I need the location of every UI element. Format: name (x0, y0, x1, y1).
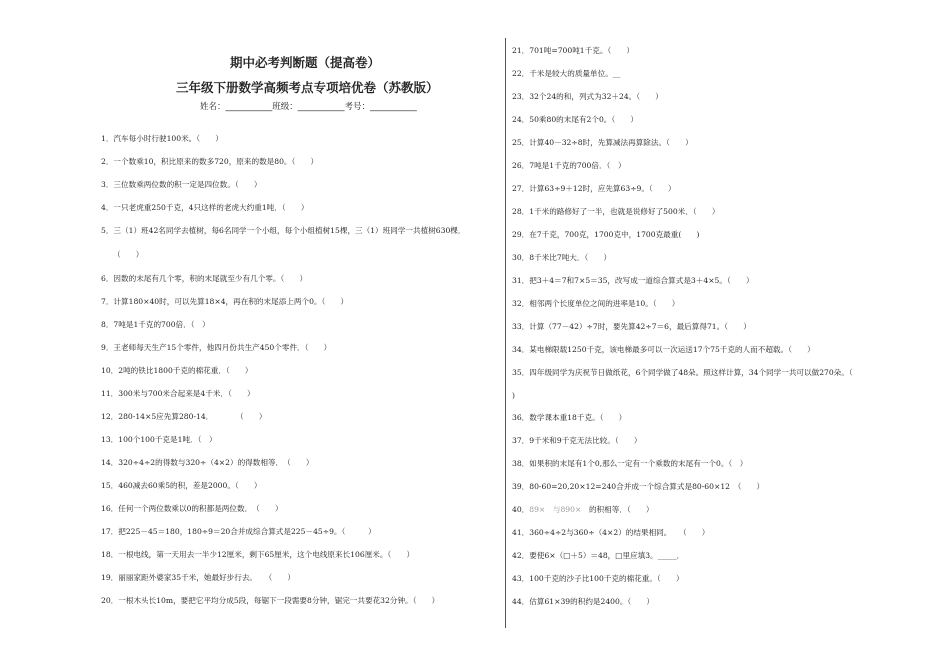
question-13: 13．100个100千克是1吨．（ ） (101, 435, 217, 444)
question-11: 11．300米与700米合起来是4千米．（ ） (101, 389, 255, 398)
question-5-answer: （ ） (113, 250, 144, 259)
question-40-number: 40． (512, 505, 530, 514)
question-31: 31．把3＋4＝7和7×5＝35，改写成一道综合算式是3＋4×5。（ ） (512, 276, 754, 285)
question-8: 8．7吨是1千克的700倍．（ ） (101, 320, 210, 329)
exam-title: 期中必考判断题（提高卷） (230, 55, 381, 70)
question-28: 28．1千米的路修好了一半，也就是说修好了500米．（ ） (512, 207, 720, 216)
question-38: 38．如果积的末尾有1个0,那么一定有一个乘数的末尾有一个0。（ ） (512, 459, 748, 468)
question-24: 24．50乘80的末尾有2个0。（ ） (512, 115, 638, 124)
question-29: 29．在7千克，700克，1700克中，1700克最重( ) (512, 230, 700, 239)
question-40-text: 的积相等．（ ） (588, 505, 654, 514)
question-6: 6．因数的末尾有几个零，积的末尾就至少有几个零。（ ） (101, 274, 308, 283)
question-20: 20．一根木头长10m，要把它平均分成5段，每锯下一段需要8分钟，锯完一共要花32分钟。（ ） (101, 596, 440, 605)
question-21: 21．701吨=700吨1千克。（ ） (512, 46, 634, 55)
question-35-answer: ) (512, 391, 515, 400)
question-2: 2．一个数乘10，积比原来的数多720，原来的数是80。（ ） (101, 157, 319, 166)
question-22: 22．千米是较大的质量单位。__ (512, 69, 621, 78)
question-15: 15．460减去60乘5的积，差是2000。（ ） (101, 481, 262, 490)
question-40-faint-expression: 89× 与890× (529, 505, 589, 514)
student-info-line: 姓名：___________班级：___________考号：___________ (200, 102, 417, 112)
question-23: 23．32个24的和，列式为32＋24。（ ） (512, 92, 663, 101)
question-4: 4．一只老虎重250千克，4只这样的老虎大约重1吨．（ ） (101, 203, 309, 212)
question-1: 1．汽车每小时行驶100米。（ ） (101, 134, 223, 143)
question-32: 32．相邻两个长度单位之间的进率是10。（ ） (512, 299, 680, 308)
column-divider (505, 38, 506, 628)
question-17: 17．把225－45＝180，180÷9＝20合并成综合算式是225－45÷9。（ ） (101, 527, 376, 536)
question-44: 44．估算61×39的积约是2400。（ ） (512, 597, 655, 606)
question-42: 42．要使6×（□＋5）＝48，□里应填3。_____． (512, 551, 685, 560)
question-30: 30．8千米比7吨大．（ ） (512, 253, 612, 262)
question-27: 27．计算63÷9＋12时，应先算63÷9。（ ） (512, 184, 676, 193)
question-25: 25．计算40－32÷8时，先算减法再算除法。（ ） (512, 138, 693, 147)
question-7: 7．计算180×40时，可以先算18×4，再在积的末尾添上两个0。（ ） (101, 297, 349, 306)
question-40 (512, 505, 653, 515)
question-9: 9．王老师每天生产15个零件，他四月份共生产450个零件．（ ） (101, 343, 332, 352)
question-18: 18．一根电线，第一天用去一半少12厘米，剩下65厘米，这个电线原来长106厘米。（ ） (101, 550, 415, 559)
question-5: 5．三（1）班42名同学去植树，每6名同学一个小组，每个小组植树15棵，三（1）班同学一共植树630棵． (101, 226, 466, 235)
question-41: 41．360÷4÷2与360÷（4×2）的结果相同。 （ ） (512, 528, 710, 537)
question-12: 12．280-14×5应先算280-14． （ ） (101, 412, 267, 421)
question-35: 35．四年级同学为庆祝节日做纸花，6个同学做了48朵。照这样计算，34个同学一共可以做270朵。（ (512, 368, 853, 377)
question-14: 14．320÷4÷2的得数与320÷（4×2）的得数相等． （ ） (101, 458, 314, 467)
question-37: 37．9千米和9千克无法比较。（ ） (512, 436, 642, 445)
question-34: 34．某电梯限载1250千克，该电梯最多可以一次运送17个75千克的人而不超载。（ ） (512, 345, 815, 354)
question-16: 16．任何一个两位数乘以0的积都是两位数． （ ） (101, 504, 283, 513)
question-43: 43．100千克的沙子比100千克的棉花重。（ ） (512, 574, 684, 583)
question-39: 39．80-60=20,20×12=240合并成一个综合算式是80-60×12 （ ） (512, 482, 765, 491)
question-3: 3．三位数乘两位数的积一定是四位数。（ ） (101, 180, 262, 189)
question-10: 10．2吨的铁比1800千克的棉花重．（ ） (101, 366, 253, 375)
question-26: 26．7吨是1千克的700倍．（ ） (512, 161, 626, 170)
exam-subtitle: 三年级下册数学高频考点专项培优卷（苏教版） (176, 80, 439, 95)
question-33: 33．计算（77－42）÷7时，要先算42÷7＝6，最后算得71。（ ） (512, 322, 751, 331)
question-19: 19．丽丽家距外婆家35千米，她最好步行去。 （ ） (101, 573, 295, 582)
question-36: 36．数学课本重18千克。（ ） (512, 413, 627, 422)
